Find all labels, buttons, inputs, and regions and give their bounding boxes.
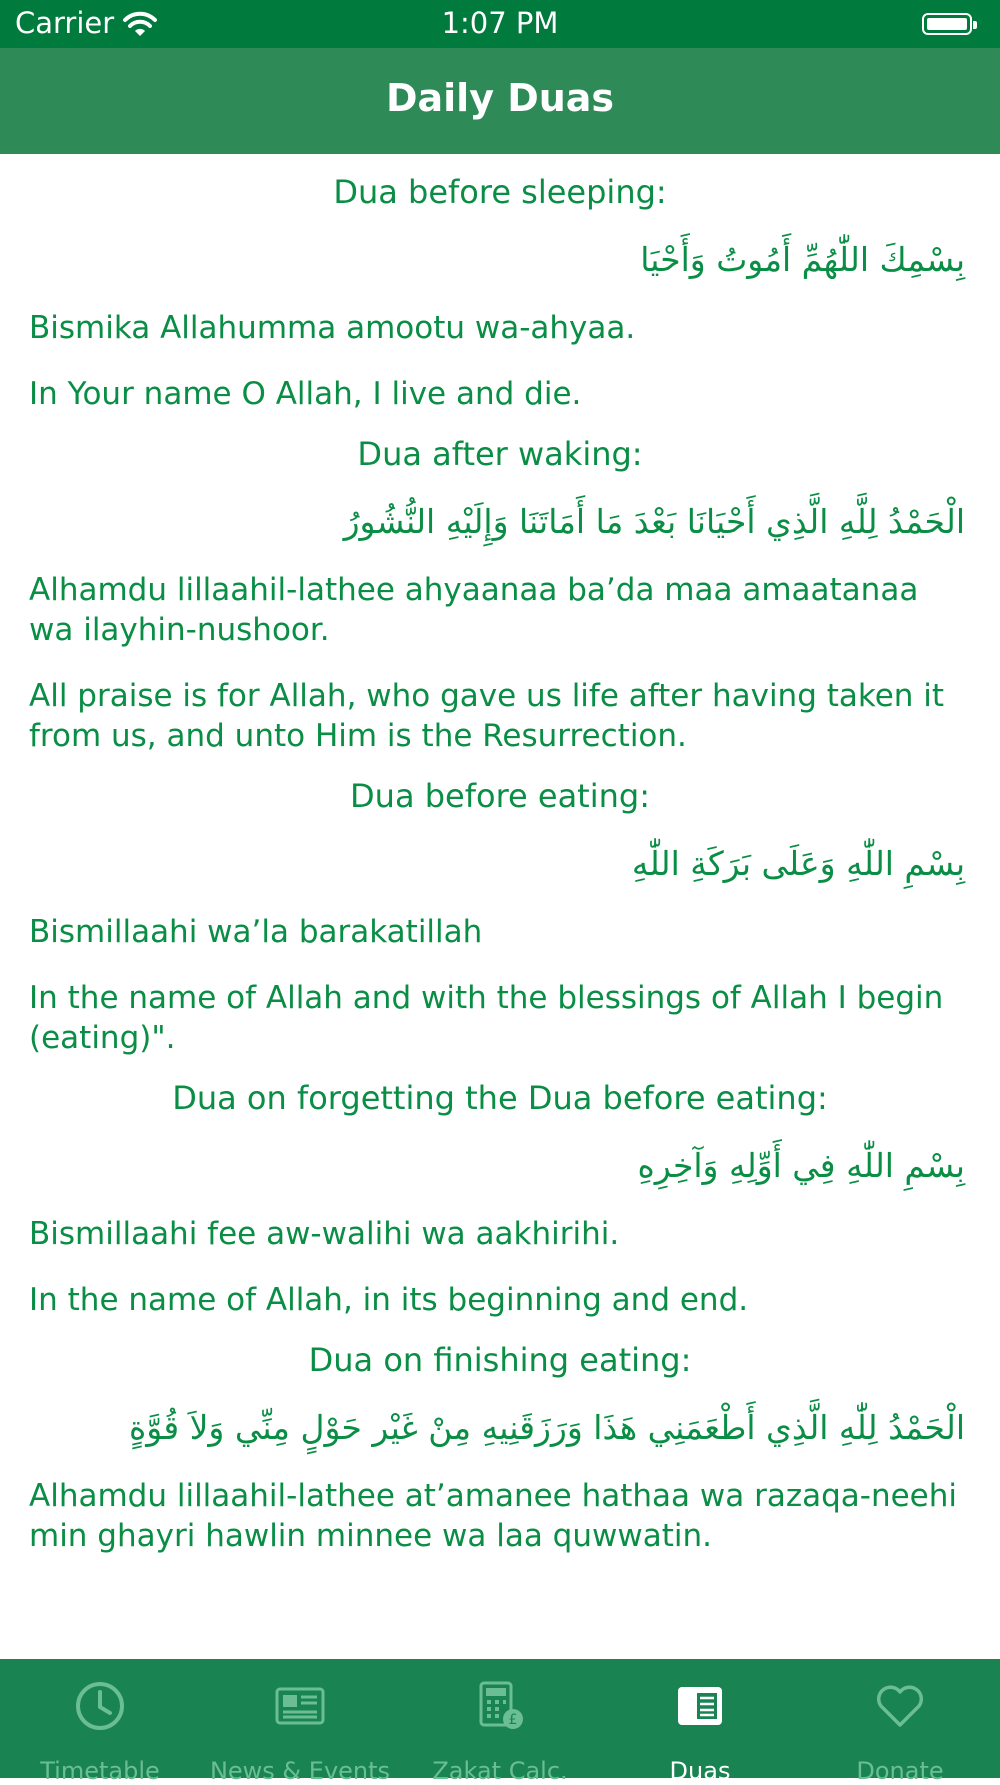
battery-icon xyxy=(922,13,972,35)
dua-item xyxy=(0,1340,1000,1556)
calculator-icon xyxy=(473,1679,527,1733)
tab-label: Zakat Calc. xyxy=(432,1757,568,1785)
page-title: Daily Duas xyxy=(385,76,615,120)
tab-label: Duas xyxy=(669,1757,731,1785)
dua-translation: In Your name O Allah, I live and die. xyxy=(29,376,582,412)
tab-news-events[interactable] xyxy=(200,1659,400,1785)
dua-translation: In the name of Allah and with the blessings of Allah I begin (eating)". xyxy=(29,980,944,1056)
duas-list[interactable] xyxy=(0,154,1000,1659)
dua-translation: In the name of Allah, in its beginning and end. xyxy=(29,1282,749,1318)
dua-translation: All praise is for Allah, who gave us life after having taken it from us, and unto Him is the Resurrection. xyxy=(29,678,945,754)
clock-icon xyxy=(73,1679,127,1733)
status-bar xyxy=(0,0,1000,48)
tab-donate[interactable] xyxy=(800,1659,1000,1785)
dua-arabic: الْحَمْدُ لِلَّهِ الَّذِي أَحْيَانَا بَعْدَ مَا أَمَاتَنَا وَإِلَيْهِ النُّشُورُ xyxy=(343,502,965,541)
svg-text:£: £ xyxy=(508,1712,518,1728)
tab-label: News & Events xyxy=(209,1757,391,1785)
newspaper-icon xyxy=(273,1679,327,1733)
dua-arabic: بِسْمِ اللّٰهِ فِي أَوِّلِهِ وَآخِرِهِ xyxy=(637,1146,965,1185)
dua-transliteration: Alhamdu lillaahil-lathee at’amanee hathaa wa razaqa-neehi min ghayri hawlin minnee wa laa quwwatin. xyxy=(29,1478,958,1554)
status-time: 1:07 PM xyxy=(441,6,559,40)
navigation-bar xyxy=(0,48,1000,154)
dua-heading: Dua on finishing eating: xyxy=(308,1341,692,1379)
tab-label: Donate xyxy=(856,1757,944,1785)
dua-arabic: بِسْمِكَ اللّٰهُمِّ أَمُوتُ وَأَحْيَا xyxy=(640,240,965,279)
tab-zakat-calc[interactable] xyxy=(400,1659,600,1785)
dua-arabic: الْحَمْدُ لِلّٰهِ الَّذِي أَطْعَمَنِي هَذَا وَرَزَقَنِيهِ مِنْ غَيْر حَوْلٍ مِنِّي وَلاَ قُوَّةٍ xyxy=(129,1408,965,1447)
tab-label: Timetable xyxy=(40,1757,160,1785)
dua-transliteration: Bismika Allahumma amootu wa-ahyaa. xyxy=(29,310,636,346)
dua-heading: Dua on forgetting the Dua before eating: xyxy=(172,1079,828,1117)
carrier-label: Carrier xyxy=(15,6,115,40)
dua-item xyxy=(0,434,1000,756)
dua-heading: Dua before sleeping: xyxy=(333,173,667,211)
dua-item xyxy=(0,172,1000,414)
dua-heading: Dua after waking: xyxy=(357,435,643,473)
tab-bar xyxy=(0,1659,1000,1785)
book-icon xyxy=(673,1679,727,1733)
tab-duas[interactable] xyxy=(600,1659,800,1785)
dua-item xyxy=(0,1078,1000,1320)
dua-transliteration: Bismillaahi fee aw-walihi wa aakhirihi. xyxy=(29,1216,620,1252)
heart-icon xyxy=(873,1679,927,1733)
dua-transliteration: Bismillaahi wa’la barakatillah xyxy=(29,914,483,950)
dua-heading: Dua before eating: xyxy=(350,777,650,815)
tab-timetable[interactable] xyxy=(0,1659,200,1785)
dua-item xyxy=(0,776,1000,1058)
dua-arabic: بِسْمِ اللّٰهِ وَعَلَى بَرَكَةِ اللّٰهِ xyxy=(631,844,965,883)
dua-transliteration: Alhamdu lillaahil-lathee ahyaanaa ba’da maa amaatanaa wa ilayhin-nushoor. xyxy=(29,572,919,648)
